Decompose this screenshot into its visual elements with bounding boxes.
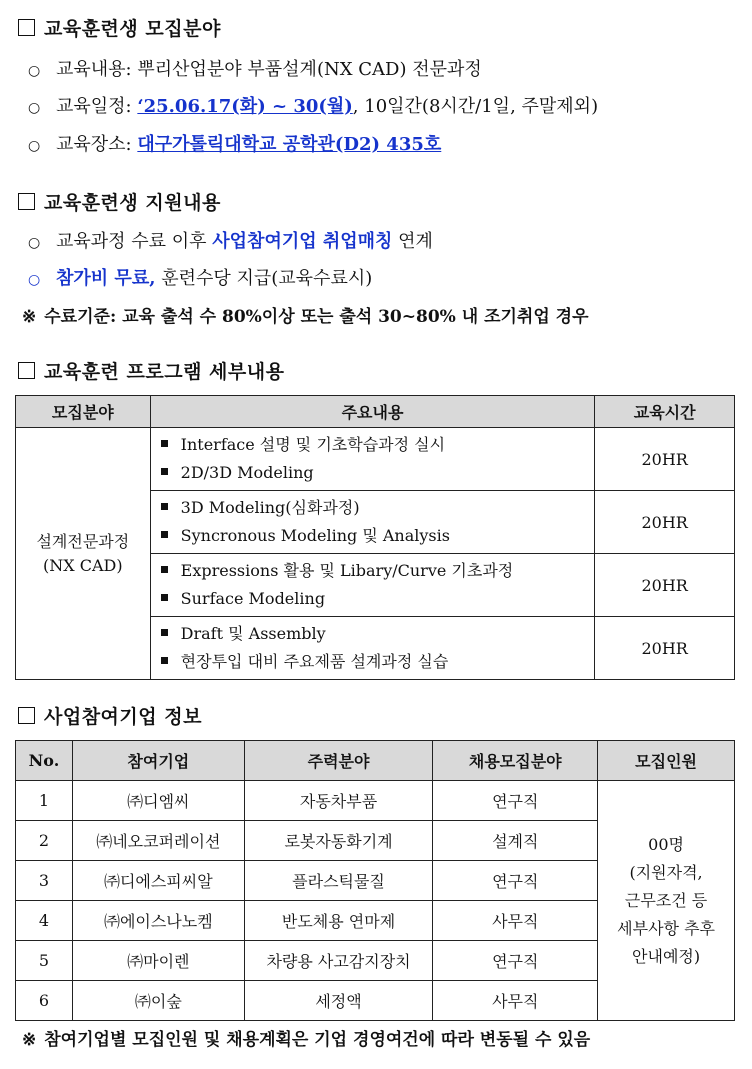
table-row: 6 ㈜이숲 세정액 사무직 xyxy=(16,981,735,1021)
list-item: Interface 설명 및 기초학습과정 실시 xyxy=(161,431,595,459)
list-item: 3D Modeling(심화과정) xyxy=(161,494,595,522)
checkbox-square-icon xyxy=(18,19,35,36)
list-item: Syncronous Modeling 및 Analysis xyxy=(161,522,595,550)
program-table xyxy=(15,395,735,680)
hours-cell: 20HR xyxy=(595,554,735,617)
note-mark-icon: ※ xyxy=(22,1030,37,1050)
schedule-dates: ‘25.06.17(화) ~ 30(월) xyxy=(137,96,353,117)
circle-bullet-icon: ○ xyxy=(28,272,41,288)
recruitment-plan-note: ※ 참여기업별 모집인원 및 채용계획은 기업 경영여건에 따라 변동될 수 있음 xyxy=(22,1030,591,1050)
content-cell xyxy=(150,617,595,680)
program-table-header xyxy=(16,396,735,428)
header-no: No. xyxy=(16,741,73,781)
list-item: Surface Modeling xyxy=(161,585,595,613)
company-table xyxy=(15,740,735,1021)
checkbox-square-icon xyxy=(18,362,35,379)
education-content-line: ○ 교육내용: 뿌리산업분야 부품설계(NX CAD) 전문과정 xyxy=(28,59,482,80)
table-row: 5 ㈜마이렌 차량용 사고감지장치 연구직 xyxy=(16,941,735,981)
header-job-field: 채용모집분야 xyxy=(433,741,598,781)
field-cell: 설계전문과정 (NX CAD) xyxy=(16,428,151,680)
square-bullet-icon xyxy=(161,468,168,475)
hours-cell: 20HR xyxy=(595,428,735,491)
list-item: 2D/3D Modeling xyxy=(161,459,595,487)
list-item: Expressions 활용 및 Libary/Curve 기초과정 xyxy=(161,557,595,585)
content-cell xyxy=(150,554,595,617)
content-cell xyxy=(150,491,595,554)
circle-bullet-icon: ○ xyxy=(28,100,41,116)
education-location-line: ○ 교육장소: 대구가톨릭대학교 공학관(D2) 435호 xyxy=(28,134,442,155)
table-row: 4 ㈜에이스나노켐 반도체용 연마제 사무직 xyxy=(16,901,735,941)
company-table-header xyxy=(16,741,735,781)
hours-cell: 20HR xyxy=(595,491,735,554)
location-value: 대구가톨릭대학교 공학관(D2) 435호 xyxy=(137,134,442,155)
square-bullet-icon xyxy=(161,629,168,636)
header-main-field: 주력분야 xyxy=(244,741,433,781)
square-bullet-icon xyxy=(161,503,168,510)
circle-bullet-icon: ○ xyxy=(28,138,41,154)
square-bullet-icon xyxy=(161,566,168,573)
square-bullet-icon xyxy=(161,594,168,601)
note-mark-icon: ※ xyxy=(22,307,37,327)
square-bullet-icon xyxy=(161,440,168,447)
header-company: 참여기업 xyxy=(72,741,244,781)
list-item: 현장투입 대비 주요제품 설계과정 실습 xyxy=(161,648,595,676)
free-fee-line: ○ 참가비 무료, 훈련수당 지급(교육수료시) xyxy=(28,268,373,289)
section-3-title: 교육훈련 프로그램 세부내용 xyxy=(18,357,284,384)
table-row: 1 ㈜디엠씨 자동차부품 연구직 00명 (지원자격, 근무조건 등 세부사항 추후 안내예정) xyxy=(16,781,735,821)
circle-bullet-icon: ○ xyxy=(28,235,41,251)
hours-cell: 20HR xyxy=(595,617,735,680)
completion-criteria-note: ※ 수료기준: 교육 출석 수 80%이상 또는 출석 30~80% 내 조기취업 경우 xyxy=(22,307,589,327)
header-field: 모집분야 xyxy=(16,396,151,428)
table-row: 3 ㈜디에스피씨알 플라스틱물질 연구직 xyxy=(16,861,735,901)
header-content: 주요내용 xyxy=(150,396,595,428)
checkbox-square-icon xyxy=(18,193,35,210)
table-row: 2 ㈜네오코퍼레이션 로봇자동화기계 설계직 xyxy=(16,821,735,861)
section-4-title: 사업참여기업 정보 xyxy=(18,702,202,729)
content-cell xyxy=(150,428,595,491)
square-bullet-icon xyxy=(161,531,168,538)
recruit-count-cell: 00명 (지원자격, 근무조건 등 세부사항 추후 안내예정) xyxy=(598,781,735,1021)
circle-bullet-icon: ○ xyxy=(28,63,41,79)
program-row xyxy=(16,428,735,491)
header-recruit-count: 모집인원 xyxy=(598,741,735,781)
checkbox-square-icon xyxy=(18,707,35,724)
list-item: Draft 및 Assembly xyxy=(161,620,595,648)
square-bullet-icon xyxy=(161,657,168,664)
section-1-title: 교육훈련생 모집분야 xyxy=(18,14,221,41)
section-2-title: 교육훈련생 지원내용 xyxy=(18,188,221,215)
employment-matching-line: ○ 교육과정 수료 이후 사업참여기업 취업매칭 연계 xyxy=(28,231,433,252)
education-schedule-line: ○ 교육일정: ‘25.06.17(화) ~ 30(월), 10일간(8시간/1일, 주말제외) xyxy=(28,96,599,117)
header-hours: 교육시간 xyxy=(595,396,735,428)
